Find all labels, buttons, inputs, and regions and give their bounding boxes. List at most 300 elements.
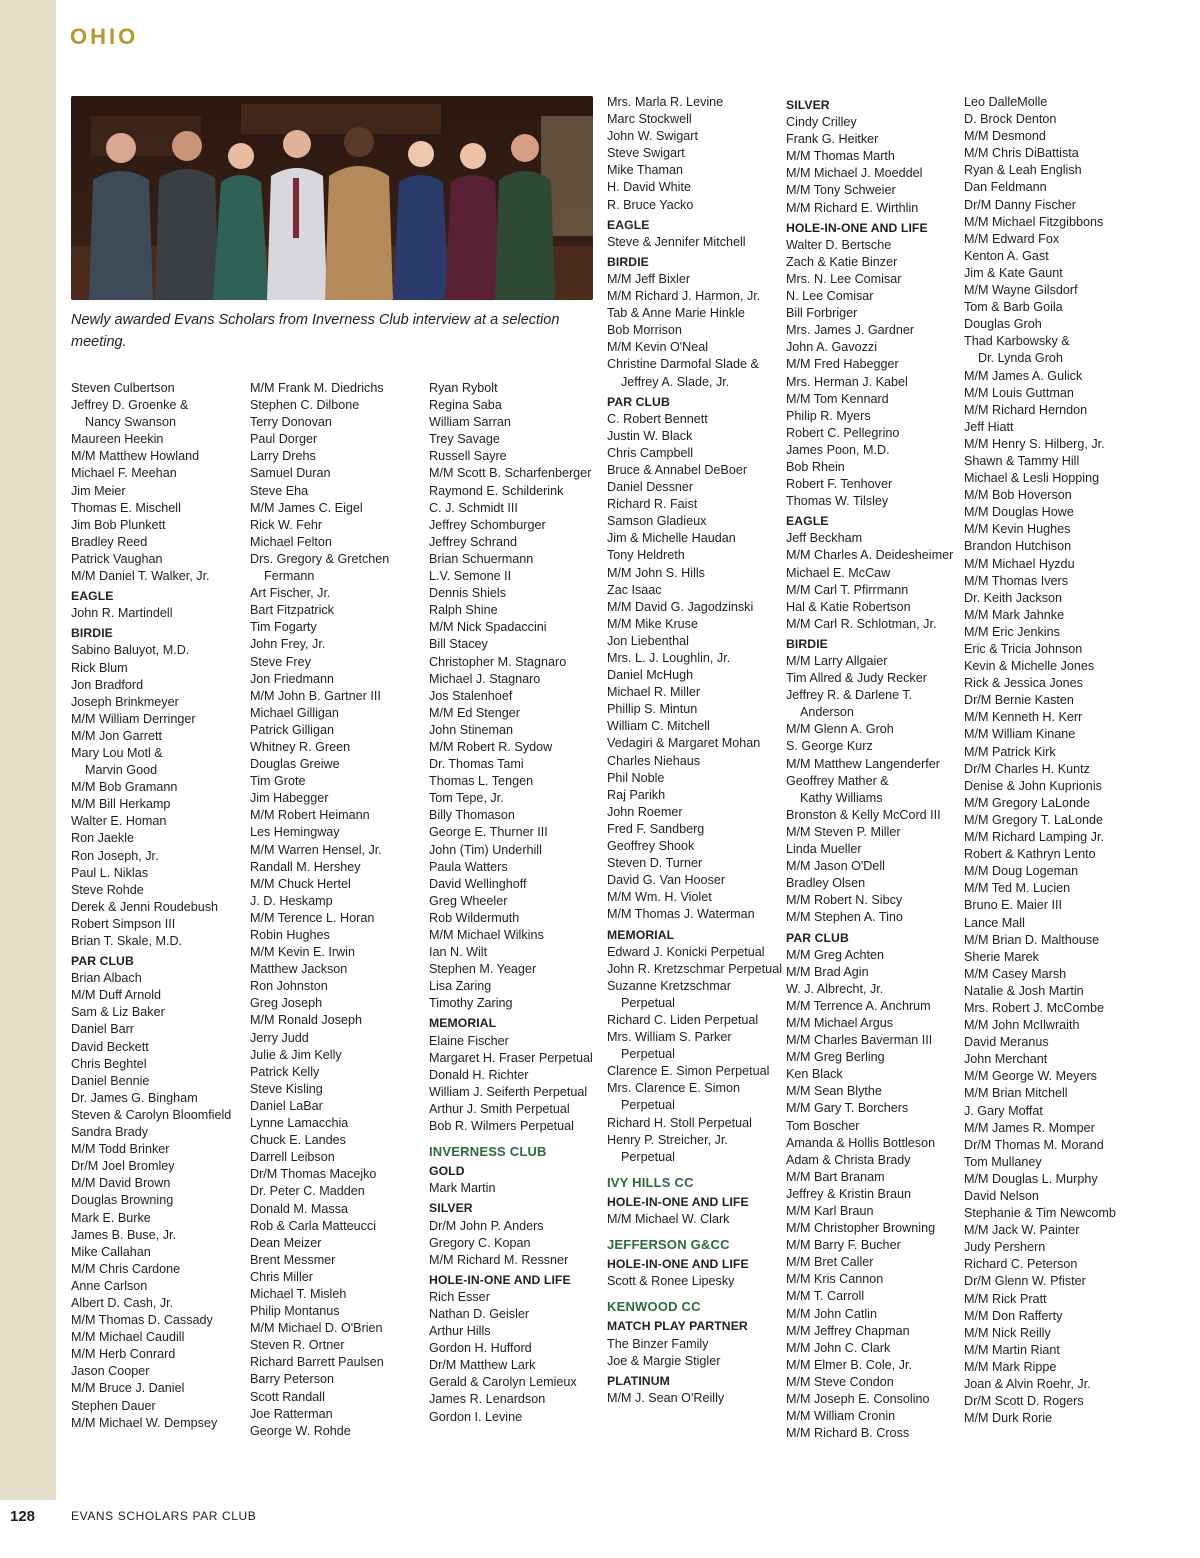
donor-name: M/M J. Sean O'Reilly	[607, 1390, 725, 1405]
donor-name: Tom Mullaney	[964, 1154, 1042, 1169]
donor-name: Gordon H. Hufford	[429, 1341, 532, 1356]
donor-name: M/M Frank M. Diedrichs	[250, 381, 384, 395]
donor-name: M/M Michael Caudill	[71, 1330, 185, 1345]
donor-name: M/M Steve Condon	[786, 1374, 894, 1389]
donor-name: Ron Joseph, Jr.	[71, 848, 159, 863]
donor-name: Michael F. Meehan	[71, 466, 177, 481]
donor-name-continued: Marvin Good	[85, 763, 158, 778]
donor-name: Joe Ratterman	[250, 1406, 333, 1421]
donor-name: Hal & Katie Robertson	[786, 599, 911, 614]
donor-name: William C. Mitchell	[607, 719, 710, 734]
donor-name: Bradley Reed	[71, 534, 148, 549]
donor-name: M/M Charles A. Deidesheimer	[786, 548, 954, 563]
donor-name: M/M David Brown	[71, 1176, 171, 1191]
donor-name: M/M Bret Caller	[786, 1255, 874, 1270]
donor-name: M/M Robert R. Sydow	[429, 739, 553, 754]
donor-name: M/M Richard Lamping Jr.	[964, 830, 1104, 845]
donor-name: Lisa Zaring	[429, 979, 492, 994]
donor-name: Jim Habegger	[250, 791, 329, 806]
donor-name: M/M Duff Arnold	[71, 988, 162, 1003]
donor-name: Brian T. Skale, M.D.	[71, 934, 183, 948]
donor-name: Dr. Peter C. Madden	[250, 1184, 365, 1199]
donor-name: M/M Charles Baverman III	[786, 1033, 933, 1048]
group-photo	[71, 96, 593, 300]
donor-name: Robin Hughes	[250, 928, 330, 942]
donor-name: M/M Richard M. Ressner	[429, 1252, 569, 1267]
donor-name: Thomas W. Tilsley	[786, 494, 889, 509]
donor-name: M/M Barry F. Bucher	[786, 1238, 901, 1253]
donor-name: Tim Grote	[250, 774, 306, 789]
donor-name: Leo DalleMolle	[964, 95, 1048, 109]
donor-name: Douglas Browning	[71, 1193, 174, 1208]
donor-name: Barry Peterson	[250, 1372, 334, 1387]
donor-name: Stephen M. Yeager	[429, 962, 537, 977]
donor-name: Jeffrey Schrand	[429, 534, 517, 549]
donor-name: Adam & Christa Brady	[786, 1152, 911, 1167]
donor-name: M/M Desmond	[964, 129, 1046, 144]
donor-name: Mrs. L. J. Loughlin, Jr.	[607, 651, 731, 665]
donor-name: M/M Michael W. Clark	[607, 1212, 730, 1226]
donor-name: Terry Donovan	[250, 415, 332, 430]
donor-name: M/M Bob Hoverson	[964, 488, 1072, 503]
donor-name: Walter D. Bertsche	[786, 237, 892, 252]
donor-name: Chuck E. Landes	[250, 1133, 346, 1148]
donor-name: Shawn & Tammy Hill	[964, 453, 1080, 468]
donor-name: Bruce & Annabel DeBoer	[607, 462, 748, 477]
donor-name: Rich Esser	[429, 1289, 490, 1304]
donor-name: M/M Tony Schweier	[786, 183, 896, 198]
donor-name: M/M Michael Fitzgibbons	[964, 214, 1104, 229]
donor-name: Lance Mall	[964, 915, 1025, 930]
donor-name: Steven D. Turner	[607, 856, 703, 871]
donor-name: George W. Rohde	[250, 1423, 351, 1438]
donor-name: Phil Noble	[607, 770, 665, 785]
donor-name: David Wellinghoff	[429, 876, 527, 891]
donor-name: M/M Gregory LaLonde	[964, 795, 1090, 810]
donor-name: M/M Michael Hyzdu	[964, 556, 1075, 571]
donor-name: M/M Michael Wilkins	[429, 928, 544, 942]
donor-name: Anne Carlson	[71, 1278, 148, 1293]
donor-name: M/M Greg Achten	[786, 947, 884, 962]
donor-name: Philip Montanus	[250, 1304, 340, 1319]
donor-name: Edward J. Konicki Perpetual	[607, 944, 765, 959]
donor-name: Steve Frey	[250, 654, 311, 669]
donor-name: M/M Herb Conrard	[71, 1347, 176, 1362]
donor-name: Chris Beghtel	[71, 1056, 147, 1071]
donor-name: Stephanie & Tim Newcomb	[964, 1206, 1116, 1221]
donor-name: Margaret H. Fraser Perpetual	[429, 1050, 593, 1065]
donor-name: Steve Rohde	[71, 882, 144, 897]
donor-name: Dr/M Thomas Macejko	[250, 1167, 377, 1182]
donor-name: Michael E. McCaw	[786, 565, 891, 580]
donor-name: R. Bruce Yacko	[607, 197, 694, 212]
donor-name: Bill Forbriger	[786, 306, 858, 321]
donor-name: M/M John McIlwraith	[964, 1018, 1080, 1033]
donor-name: Phillip S. Mintun	[607, 702, 698, 717]
donor-name: Steven & Carolyn Bloomfield	[71, 1107, 232, 1122]
donor-name: M/M Thomas Ivers	[964, 573, 1069, 588]
donor-name: M/M Louis Guttman	[964, 385, 1074, 400]
donor-name: M/M Kevin E. Irwin	[250, 945, 355, 960]
donor-name: M/M Fred Habegger	[786, 357, 899, 372]
donor-name: Ryan Rybolt	[429, 381, 498, 395]
donor-name: Steve & Jennifer Mitchell	[607, 234, 746, 249]
tier-heading: SILVER	[429, 1201, 473, 1216]
donor-name: Thomas E. Mischell	[71, 500, 181, 515]
donor-name: Mrs. Robert J. McCombe	[964, 1000, 1104, 1015]
donor-name: M/M Scott B. Scharfenberger	[429, 466, 592, 481]
donor-name: M/M Richard E. Wirthlin	[786, 200, 919, 215]
donor-name: Maureen Heekin	[71, 432, 164, 447]
donor-name: Douglas Groh	[964, 317, 1042, 332]
donor-name-continued: Nancy Swanson	[85, 415, 177, 430]
donor-name: M/M Tom Kennard	[786, 391, 889, 406]
donor-name: Jeffrey D. Groenke &	[71, 398, 189, 413]
donor-name: Ian N. Wilt	[429, 945, 488, 960]
donor-name: Jeffrey R. & Darlene T.	[786, 688, 913, 703]
donor-name: M/M Patrick Kirk	[964, 744, 1056, 759]
donor-name: Jim & Michelle Haudan	[607, 531, 736, 546]
donor-name: Kenton A. Gast	[964, 248, 1049, 263]
donor-name: Dr. Thomas Tami	[429, 757, 524, 772]
tier-heading: EAGLE	[71, 589, 114, 604]
donor-name: Tim Allred & Judy Recker	[786, 671, 927, 686]
donor-column-1	[71, 380, 243, 1432]
donor-name: Paula Watters	[429, 859, 508, 874]
donor-name: M/M Ed Stenger	[429, 705, 520, 720]
donor-name: M/M Nick Spadaccini	[429, 620, 547, 635]
donor-name: M/M William Kinane	[964, 727, 1076, 742]
donor-name: N. Lee Comisar	[786, 289, 874, 304]
donor-name-continued: Kathy Williams	[800, 790, 883, 805]
donor-name: Dennis Shiels	[429, 586, 507, 601]
tier-heading: EAGLE	[786, 514, 829, 529]
club-heading: JEFFERSON G&CC	[607, 1237, 730, 1253]
donor-name: John W. Swigart	[607, 129, 698, 144]
donor-name: M/M Jon Garrett	[71, 728, 162, 743]
donor-name: M/M Stephen A. Tino	[786, 910, 903, 925]
donor-name: M/M John S. Hills	[607, 565, 705, 580]
donor-name: Judy Pershern	[964, 1240, 1046, 1255]
donor-name: Sandra Brady	[71, 1125, 149, 1140]
donor-name: Rick & Jessica Jones	[964, 676, 1083, 691]
donor-name: M/M Mark Rippe	[964, 1359, 1057, 1374]
donor-name: Raymond E. Schilderink	[429, 483, 564, 498]
donor-name: Daniel Bennie	[71, 1073, 150, 1088]
donor-name: Brent Messmer	[250, 1252, 336, 1267]
donor-name: C. Robert Bennett	[607, 411, 708, 426]
donor-name: Patrick Vaughan	[71, 551, 163, 566]
donor-name: Dr/M Joel Bromley	[71, 1159, 175, 1174]
donor-name: M/M Richard J. Harmon, Jr.	[607, 289, 761, 304]
donor-name: C. J. Schmidt III	[429, 500, 518, 515]
donor-name: M/M Thomas D. Cassady	[71, 1313, 213, 1328]
donor-column-5	[786, 94, 958, 1442]
donor-name: Dr/M Charles H. Kuntz	[964, 761, 1090, 776]
donor-name: James Poon, M.D.	[786, 442, 890, 457]
donor-name: Joe & Margie Stigler	[607, 1353, 721, 1368]
donor-name: M/M Chris DiBattista	[964, 146, 1079, 161]
donor-name: M/M Terrence A. Anchrum	[786, 998, 931, 1013]
donor-name: Brian Albach	[71, 971, 142, 986]
donor-name: Jon Liebenthal	[607, 633, 689, 648]
donor-name: Albert D. Cash, Jr.	[71, 1295, 174, 1310]
donor-name: M/M Sean Blythe	[786, 1084, 882, 1099]
donor-name: M/M Richard B. Cross	[786, 1426, 910, 1441]
donor-name: Dr/M John P. Anders	[429, 1218, 544, 1233]
donor-name: Daniel Dessner	[607, 480, 694, 495]
donor-name: Mark Martin	[429, 1181, 496, 1196]
donor-name: Randall M. Hershey	[250, 859, 361, 874]
donor-name: Gordon I. Levine	[429, 1409, 523, 1424]
donor-name: M/M Richard Herndon	[964, 402, 1088, 417]
tier-heading: EAGLE	[607, 217, 650, 232]
donor-name: Tim Fogarty	[250, 620, 317, 635]
donor-name: Dr. Keith Jackson	[964, 590, 1062, 605]
donor-name: M/M Jeffrey Chapman	[786, 1323, 910, 1338]
tier-heading: MATCH PLAY PARTNER	[607, 1319, 748, 1334]
donor-name: M/M Bart Branam	[786, 1169, 885, 1184]
donor-name: Daniel McHugh	[607, 668, 694, 683]
tier-heading: BIRDIE	[786, 636, 828, 651]
donor-name: Arthur J. Smith Perpetual	[429, 1101, 570, 1116]
donor-name: Nathan D. Geisler	[429, 1306, 530, 1321]
donor-name: Daniel Barr	[71, 1022, 134, 1037]
donor-name: M/M Kris Cannon	[786, 1272, 884, 1287]
donor-name: Jeff Hiatt	[964, 419, 1014, 434]
donor-name: Patrick Kelly	[250, 1064, 320, 1079]
donor-name: M/M Bill Herkamp	[71, 797, 171, 812]
donor-name: H. David White	[607, 180, 691, 195]
donor-name: Mrs. Clarence E. Simon	[607, 1081, 740, 1096]
donor-name: John A. Gavozzi	[786, 340, 878, 355]
tier-heading: PLATINUM	[607, 1373, 670, 1388]
donor-name: Jeffrey & Kristin Braun	[786, 1186, 912, 1201]
tier-heading: PAR CLUB	[607, 394, 670, 409]
donor-name: Rick W. Fehr	[250, 517, 323, 532]
tier-heading: BIRDIE	[71, 626, 113, 641]
donor-name: W. J. Albrecht, Jr.	[786, 981, 884, 996]
donor-name: Ralph Shine	[429, 603, 498, 618]
donor-name: Ryan & Leah English	[964, 163, 1082, 178]
donor-name: M/M George W. Meyers	[964, 1069, 1097, 1084]
donor-name: Bradley Olsen	[786, 876, 866, 891]
donor-name: M/M James R. Momper	[964, 1120, 1095, 1135]
donor-name: Jeffrey Schomburger	[429, 517, 546, 532]
donor-name: M/M Joseph E. Consolino	[786, 1392, 930, 1407]
donor-name: Russell Sayre	[429, 449, 507, 464]
donor-name: M/M William Derringer	[71, 711, 196, 726]
page-margin-band	[0, 0, 56, 1558]
donor-name: Fred F. Sandberg	[607, 821, 705, 836]
donor-name-continued: Perpetual	[621, 1149, 675, 1164]
donor-name: Natalie & Josh Martin	[964, 983, 1084, 998]
donor-name: Robert Simpson III	[71, 916, 176, 931]
donor-name: Thomas L. Tengen	[429, 774, 534, 789]
donor-name: Bob R. Wilmers Perpetual	[429, 1119, 574, 1134]
donor-name: L.V. Semone II	[429, 569, 512, 584]
donor-name: Gerald & Carolyn Lemieux	[429, 1375, 577, 1390]
donor-name: Mary Lou Motl &	[71, 745, 163, 760]
donor-name: Paul L. Niklas	[71, 865, 148, 880]
tier-heading: SILVER	[786, 98, 830, 112]
donor-name: Henry P. Streicher, Jr.	[607, 1132, 728, 1147]
donor-name: Suzanne Kretzschmar	[607, 978, 731, 993]
donor-name: Rick Blum	[71, 660, 128, 675]
donor-name: Mrs. N. Lee Comisar	[786, 271, 902, 286]
donor-name: Stephen Dauer	[71, 1398, 156, 1413]
donor-name-continued: Perpetual	[621, 1047, 675, 1062]
donor-name-continued: Dr. Lynda Groh	[978, 351, 1063, 366]
donor-name: Robert & Kathryn Lento	[964, 847, 1096, 862]
donor-name: Bob Morrison	[607, 323, 682, 338]
donor-name: Gregory C. Kopan	[429, 1235, 531, 1250]
donor-name: Michael R. Miller	[607, 685, 701, 700]
donor-name: M/M Brian D. Malthouse	[964, 932, 1100, 947]
donor-name: Zach & Katie Binzer	[786, 254, 898, 269]
donor-name: Jim Meier	[71, 483, 126, 498]
tier-heading: MEMORIAL	[429, 1016, 497, 1031]
donor-name: Stephen C. Dilbone	[250, 398, 360, 413]
donor-name: M/M Michael J. Moeddel	[786, 166, 923, 181]
donor-name: Rob & Carla Matteucci	[250, 1218, 376, 1233]
donor-name: Dr. James G. Bingham	[71, 1090, 198, 1105]
donor-name: Jason Cooper	[71, 1364, 150, 1379]
donor-name: M/M Karl Braun	[786, 1204, 874, 1218]
tier-heading: HOLE-IN-ONE AND LIFE	[607, 1194, 749, 1209]
donor-column-2	[250, 380, 422, 1440]
donor-name: M/M Douglas Howe	[964, 505, 1074, 520]
donor-name: M/M Gregory T. LaLonde	[964, 812, 1104, 827]
donor-name: Billy Thomason	[429, 808, 515, 823]
donor-name: Dr/M Danny Fischer	[964, 197, 1076, 212]
donor-name: M/M Daniel T. Walker, Jr.	[71, 569, 210, 584]
donor-name: M/M Wayne Gilsdorf	[964, 283, 1078, 298]
donor-name: Scott Randall	[250, 1389, 325, 1404]
donor-name: David Beckett	[71, 1039, 149, 1054]
donor-name: David Nelson	[964, 1189, 1039, 1203]
donor-name: M/M Wm. H. Violet	[607, 890, 712, 905]
donor-name: M/M Carl R. Schlotman, Jr.	[786, 616, 937, 631]
footer-publication-title: EVANS SCHOLARS PAR CLUB	[71, 1509, 257, 1523]
donor-name: Dr/M Scott D. Rogers	[964, 1394, 1084, 1409]
donor-name: Art Fischer, Jr.	[250, 586, 331, 601]
donor-name: William J. Seiferth Perpetual	[429, 1084, 588, 1099]
donor-name: Marc Stockwell	[607, 112, 692, 127]
donor-name: Sherie Marek	[964, 949, 1039, 964]
donor-name-continued: Anderson	[800, 705, 854, 720]
donor-name: George E. Thurner III	[429, 825, 548, 840]
donor-name: Michael Gilligan	[250, 705, 339, 720]
donor-name: Robert F. Tenhover	[786, 477, 893, 492]
donor-name: William Sarran	[429, 415, 511, 430]
tier-heading: BIRDIE	[607, 254, 649, 269]
donor-name: M/M David G. Jagodzinski	[607, 599, 754, 614]
donor-name: M/M Douglas L. Murphy	[964, 1171, 1098, 1186]
donor-name: Dr/M Bernie Kasten	[964, 693, 1074, 708]
donor-name: John Frey, Jr.	[250, 637, 326, 652]
donor-name: M/M Casey Marsh	[964, 966, 1067, 981]
donor-name: James R. Lenardson	[429, 1392, 546, 1407]
donor-name: M/M Matthew Langenderfer	[786, 756, 940, 771]
donor-name: The Binzer Family	[607, 1336, 709, 1351]
tier-heading: PAR CLUB	[786, 930, 849, 945]
donor-name: M/M John C. Clark	[786, 1340, 891, 1355]
donor-name: M/M Robert Heimann	[250, 808, 370, 823]
donor-name: Matthew Jackson	[250, 962, 348, 977]
page-number: 128	[10, 1508, 36, 1525]
tier-heading: PAR CLUB	[71, 954, 134, 969]
tier-heading: HOLE-IN-ONE AND LIFE	[786, 220, 928, 235]
donor-name: Tom Boscher	[786, 1118, 860, 1133]
donor-name: M/M Christopher Browning	[786, 1221, 936, 1236]
donor-name: M/M Eric Jenkins	[964, 624, 1060, 639]
donor-name: Greg Joseph	[250, 996, 323, 1011]
donor-name: M/M Elmer B. Cole, Jr.	[786, 1357, 912, 1372]
donor-name: John Stineman	[429, 722, 514, 737]
donor-name: Chris Campbell	[607, 445, 694, 460]
donor-name: Larry Drehs	[250, 449, 316, 464]
donor-name: Amanda & Hollis Bottleson	[786, 1135, 936, 1150]
donor-name: Greg Wheeler	[429, 893, 508, 908]
donor-name: Mrs. James J. Gardner	[786, 323, 915, 338]
donor-name: M/M Henry S. Hilberg, Jr.	[964, 436, 1105, 451]
donor-name: Thad Karbowsky &	[964, 334, 1070, 349]
donor-name: Whitney R. Green	[250, 739, 351, 754]
donor-name: Steve Kisling	[250, 1081, 323, 1096]
donor-name: Jim Bob Plunkett	[71, 517, 166, 532]
donor-name: Douglas Greiwe	[250, 757, 340, 772]
donor-name: M/M Jason O'Dell	[786, 859, 885, 874]
donor-name-continued: Perpetual	[621, 1098, 675, 1113]
donor-name: Steve Swigart	[607, 146, 685, 161]
donor-name: Jon Bradford	[71, 677, 144, 692]
donor-name: M/M Chris Cardone	[71, 1261, 181, 1276]
donor-name: J. Gary Moffat	[964, 1103, 1043, 1118]
donor-name: M/M Thomas Marth	[786, 149, 895, 164]
donor-name: John Roemer	[607, 804, 683, 819]
donor-name: Samson Gladieux	[607, 514, 707, 529]
donor-name: Brandon Hutchison	[964, 539, 1072, 554]
donor-name: Mrs. Herman J. Kabel	[786, 374, 908, 389]
donor-name: M/M John Catlin	[786, 1306, 877, 1321]
donor-name: M/M Rick Pratt	[964, 1291, 1047, 1306]
donor-name: Michael T. Misleh	[250, 1286, 347, 1301]
donor-name-continued: Perpetual	[621, 995, 675, 1010]
donor-name: Philip R. Myers	[786, 408, 871, 423]
donor-name: M/M James C. Eigel	[250, 500, 363, 515]
donor-name: M/M Ronald Joseph	[250, 1013, 362, 1028]
donor-name: M/M Brian Mitchell	[964, 1086, 1068, 1101]
donor-column-4	[607, 94, 782, 1407]
donor-name: Les Hemingway	[250, 825, 340, 840]
donor-name: M/M Bruce J. Daniel	[71, 1381, 185, 1396]
donor-name: M/M Bob Gramann	[71, 780, 178, 795]
donor-name-continued: Jeffrey A. Slade, Jr.	[621, 374, 730, 389]
donor-name: Arthur Hills	[429, 1324, 491, 1339]
donor-name: Geoffrey Mather &	[786, 773, 889, 788]
donor-name: Timothy Zaring	[429, 996, 513, 1011]
club-heading: KENWOOD CC	[607, 1299, 701, 1315]
donor-name: Ron Jaekle	[71, 831, 135, 846]
donor-name: M/M Kenneth H. Kerr	[964, 710, 1083, 725]
donor-name: Zac Isaac	[607, 582, 662, 597]
donor-name: Michael & Lesli Hopping	[964, 471, 1100, 486]
donor-name: Daniel LaBar	[250, 1098, 323, 1113]
donor-name: Raj Parikh	[607, 787, 666, 802]
donor-name: M/M Kevin Hughes	[964, 522, 1071, 537]
donor-name: M/M Kevin O'Neal	[607, 340, 709, 355]
